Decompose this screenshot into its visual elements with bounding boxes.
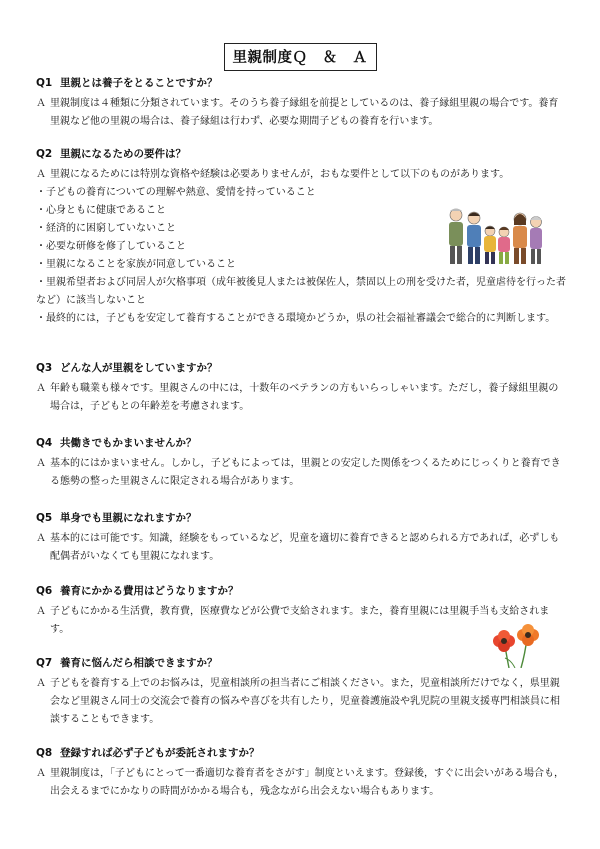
question-text: 養育に悩んだら相談できますか？ xyxy=(60,657,218,669)
question-number: Q7 xyxy=(36,657,53,669)
requirement-item: ・経済的に困窮していないこと xyxy=(36,223,176,234)
qa-item-1 xyxy=(36,75,566,131)
answer-mark: Ａ xyxy=(36,458,46,469)
question-number: Q2 xyxy=(36,148,53,160)
question-number: Q6 xyxy=(36,585,53,597)
answer xyxy=(36,455,566,491)
requirement-item: ・必要な研修を修了していること xyxy=(36,241,186,252)
answer-text: 子どもにかかる生活費，教育費，医療費などが公費で支給されます。また，養育里親には里親手当も支給されます。 xyxy=(50,606,550,635)
answer-text: 基本的には可能です。知識，経験をもっているなど，児童を適切に養育できると認められる方であれば，必ずしも配偶者がいなくても里親になれます。 xyxy=(50,533,560,562)
family-illustration-icon xyxy=(444,205,544,267)
question-text: どんな人が里親をしていますか？ xyxy=(60,362,218,374)
requirement-item: ・心身ともに健康であること xyxy=(36,205,166,216)
answer-mark: Ａ xyxy=(36,768,46,779)
answer-mark: Ａ xyxy=(36,98,46,109)
answer-text: 基本的にはかまいません。しかし，子どもによっては，里親との安定した関係をつくるためにじっくりと養育できる態勢の整った里親さんに限定される場合があります。 xyxy=(50,458,561,487)
question-number: Q3 xyxy=(36,362,53,374)
answer-text: 里親制度は，「子どもにとって一番適切な養育者をさがす」制度といえます。登録後，すぐに出会いがある場合も，出会えるまでにかなりの時間がかかる場合も，残念ながら出会えない場合もあります。 xyxy=(50,768,564,797)
question xyxy=(36,510,566,526)
question xyxy=(36,745,566,761)
question-text: 里親になるための要件は？ xyxy=(60,148,186,160)
requirement-item: ・里親になることを家族が同意していること xyxy=(36,259,236,270)
question-number: Q8 xyxy=(36,747,53,759)
question xyxy=(36,435,566,451)
answer-mark: Ａ xyxy=(36,533,46,544)
answer xyxy=(36,95,566,131)
qa-item-7 xyxy=(36,655,566,729)
qa-item-4 xyxy=(36,435,566,491)
answer-text: 子どもを養育する上でのお悩みは，児童相談所の担当者にご相談ください。また，児童相談所だけでなく，県里親会など里親さん同士の交流会で養育の悩みや喜びを共有したり，児童養護施設や乳児院の里親支援専門相談員に相談することもできます。 xyxy=(50,678,560,725)
requirement-item: ・子どもの養育についての理解や熱意、愛情を持っていること xyxy=(36,187,316,198)
poppy-flowers-icon xyxy=(491,624,543,668)
answer xyxy=(36,765,566,801)
question-text: 養育にかかる費用はどうなりますか？ xyxy=(60,585,239,597)
question-text: 登録すれば必ず子どもが委託されますか？ xyxy=(60,747,260,759)
answer xyxy=(36,603,566,639)
requirement-item: ・里親希望者および同居人が欠格事項（成年被後見人または被保佐人，禁固以上の刑を受けた者，児童虐待を行った者など）に該当しないこと xyxy=(36,277,566,306)
answer xyxy=(36,675,566,729)
answer xyxy=(36,380,566,416)
question xyxy=(36,655,566,671)
qa-item-3 xyxy=(36,360,566,416)
question xyxy=(36,360,566,376)
question-text: 里親とは養子をとることですか？ xyxy=(60,77,218,89)
question xyxy=(36,583,566,599)
qa-item-6 xyxy=(36,583,566,639)
answer-mark: Ａ xyxy=(36,606,46,617)
answer-text: 里親制度は４種類に分類されています。そのうち養子縁組を前提としているのは、養子縁組里親の場合です。養育里親など他の里親の場合は、養子縁組は行わず、必要な期間子どもの養育を行います。 xyxy=(50,98,559,127)
answer-text: 年齢も職業も様々です。里親さんの中には，十数年のベテランの方もいらっしゃいます。ただし，養子縁組里親の場合は，子どもとの年齢差を考慮されます。 xyxy=(50,383,559,412)
question xyxy=(36,146,566,162)
question-text: 共働きでもかまいませんか？ xyxy=(60,437,197,449)
question xyxy=(36,75,566,91)
question-number: Q5 xyxy=(36,512,53,524)
answer xyxy=(36,530,566,566)
answer-mark: Ａ xyxy=(36,678,46,689)
title-area xyxy=(0,43,600,71)
answer-mark: Ａ xyxy=(36,169,46,180)
page-title: 里親制度Ｑ ＆ Ａ xyxy=(224,43,377,71)
answer-text: 里親になるためには特別な資格や経験は必要ありませんが，おもな要件として以下のものがあります。 xyxy=(50,169,510,180)
question-number: Q1 xyxy=(36,77,53,89)
qa-item-8 xyxy=(36,745,566,801)
qa-item-5 xyxy=(36,510,566,566)
question-number: Q4 xyxy=(36,437,53,449)
answer-mark: Ａ xyxy=(36,383,46,394)
requirement-item: ・最終的には，子どもを安定して養育することができる環境かどうか，県の社会福祉審議会で総合的に判断します。 xyxy=(36,313,556,324)
question-text: 単身でも里親になれますか？ xyxy=(60,512,197,524)
